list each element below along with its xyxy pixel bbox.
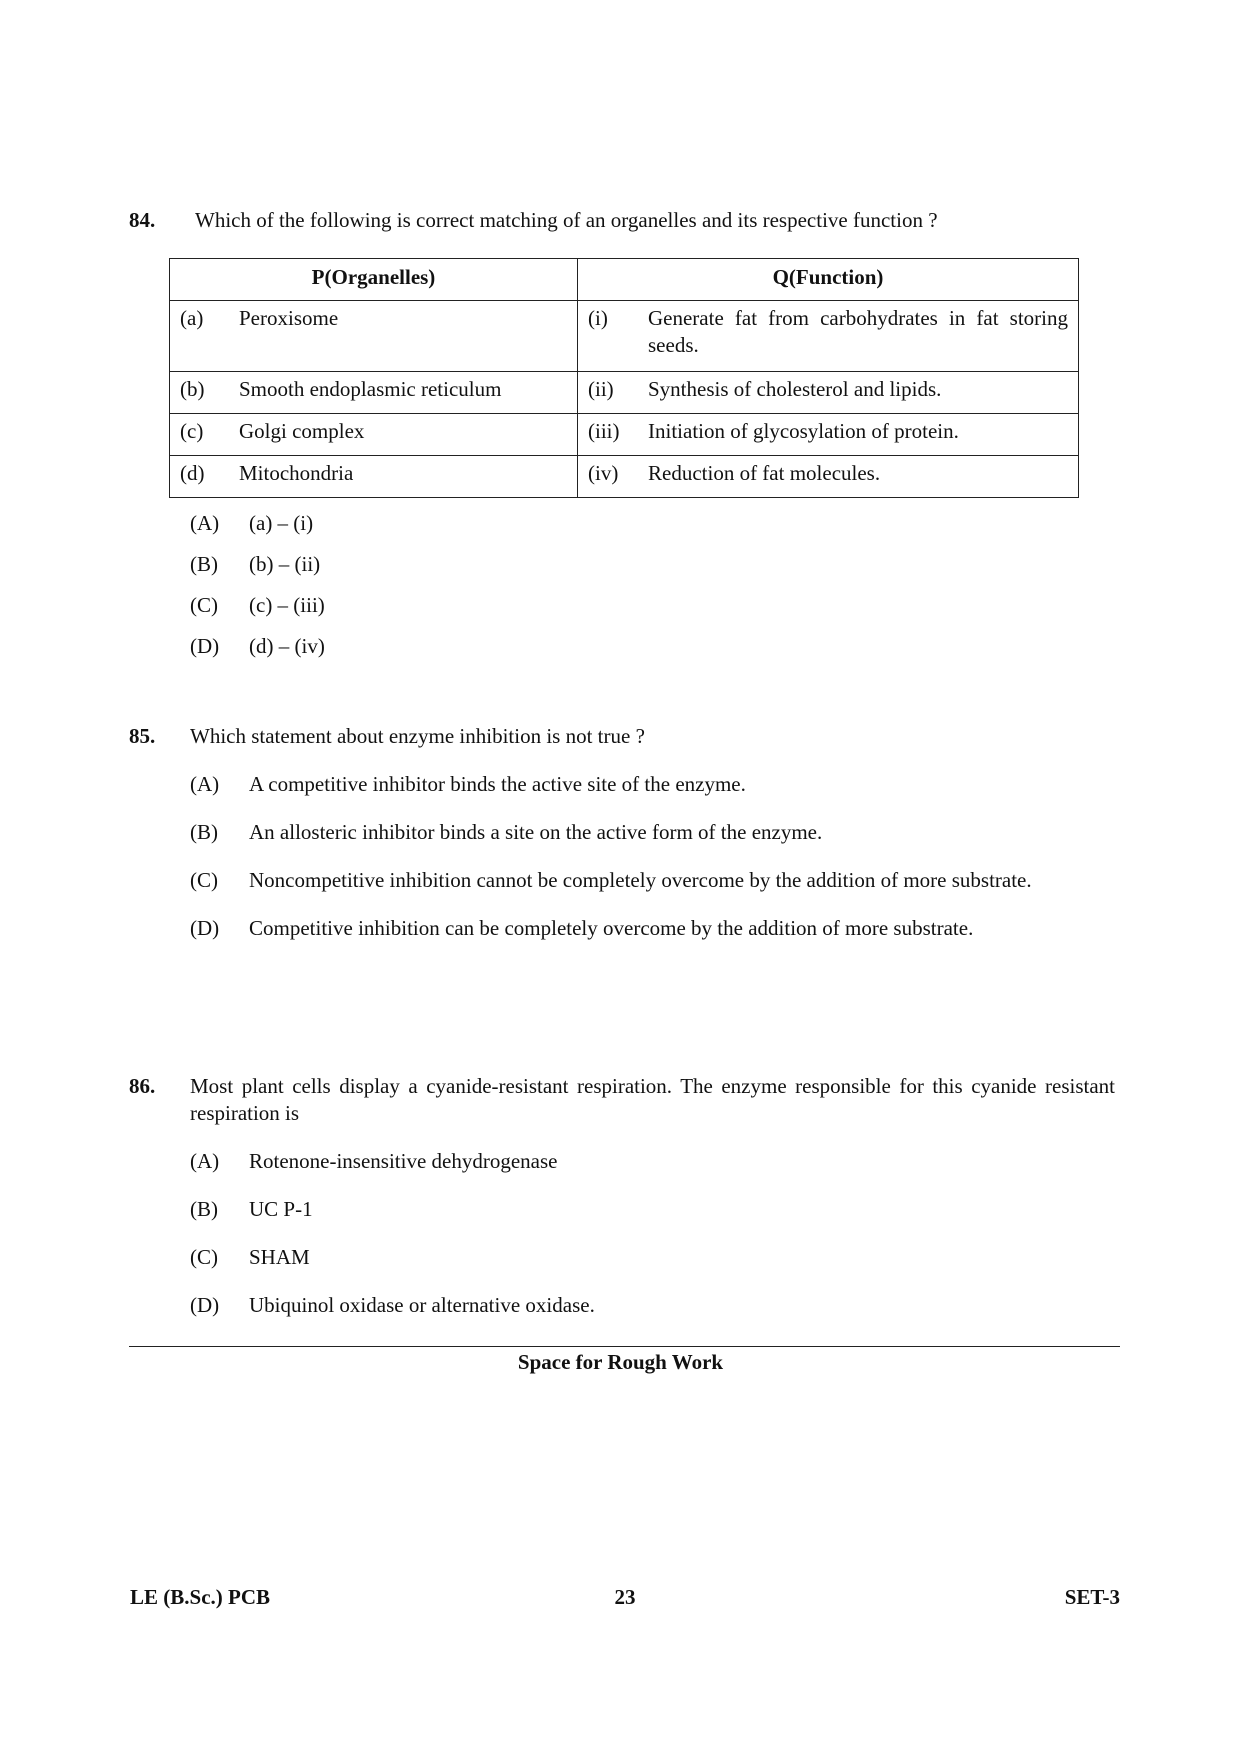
answer-option[interactable] xyxy=(190,633,1115,674)
option-text: (d) – (iv) xyxy=(249,634,325,658)
question-84-options xyxy=(129,510,1115,674)
option-text: A competitive inhibitor binds the active site of the enzyme. xyxy=(249,772,746,796)
question-text: Most plant cells display a cyanide-resistant respiration. The enzyme responsible for this cyanide resistant respiration is xyxy=(190,1074,1115,1125)
option-label: (D) xyxy=(190,916,220,940)
table-row xyxy=(170,456,1079,498)
page-number: 23 xyxy=(614,1585,636,1609)
question-85 xyxy=(129,723,1115,942)
answer-option[interactable] xyxy=(190,771,1115,798)
question-text: Which statement about enzyme inhibition is not true ? xyxy=(190,724,645,748)
function-text: Initiation of glycosylation of protein. xyxy=(648,419,959,443)
option-text: Ubiquinol oxidase or alternative oxidase. xyxy=(249,1293,595,1317)
answer-option[interactable] xyxy=(190,867,1115,894)
option-label: (B) xyxy=(190,820,218,844)
option-text: Noncompetitive inhibition cannot be completely overcome by the addition of more substrate. xyxy=(249,868,1032,892)
question-text: Which of the following is correct matching of an organelles and its respective function ? xyxy=(195,208,938,232)
organelle-name: Mitochondria xyxy=(239,461,354,485)
footer-set: SET-3 xyxy=(1064,1585,1120,1609)
question-number: 86. xyxy=(129,1074,156,1098)
option-label: (C) xyxy=(190,593,218,617)
option-text: Competitive inhibition can be completely overcome by the addition of more substrate. xyxy=(249,916,974,940)
rough-work-heading: Space for Rough Work xyxy=(517,1350,724,1374)
option-label: (D) xyxy=(190,1293,220,1317)
option-text: (c) – (iii) xyxy=(249,593,325,617)
answer-option[interactable] xyxy=(190,1244,1115,1271)
divider xyxy=(129,1346,1120,1347)
organelle-name: Smooth endoplasmic reticulum xyxy=(239,377,502,401)
option-label: (B) xyxy=(190,1197,218,1221)
option-text: (a) – (i) xyxy=(249,511,314,535)
function-text: Reduction of fat molecules. xyxy=(648,461,881,485)
option-label: (A) xyxy=(190,511,220,535)
option-text: Rotenone-insensitive dehydrogenase xyxy=(249,1149,558,1173)
question-number: 85. xyxy=(129,724,156,748)
answer-option[interactable] xyxy=(190,1196,1115,1223)
column-header-function: Q(Function) xyxy=(578,259,1079,301)
option-label: (C) xyxy=(190,1245,218,1269)
answer-option[interactable] xyxy=(190,592,1115,633)
question-header xyxy=(129,1073,1115,1127)
question-84 xyxy=(129,207,1115,234)
answer-option[interactable] xyxy=(190,819,1115,846)
column-header-organelles: P(Organelles) xyxy=(170,259,578,301)
table-row xyxy=(170,301,1079,372)
answer-option[interactable] xyxy=(190,915,1115,942)
function-text: Generate fat from carbohydrates in fat storing seeds. xyxy=(648,306,1068,357)
function-marker: (iv) xyxy=(588,461,619,485)
organelle-marker: (d) xyxy=(180,461,205,485)
organelle-marker: (c) xyxy=(180,419,204,443)
answer-option[interactable] xyxy=(190,551,1115,592)
table-row xyxy=(170,414,1079,456)
function-text: Synthesis of cholesterol and lipids. xyxy=(648,377,942,401)
answer-option[interactable] xyxy=(190,1292,1115,1319)
function-marker: (ii) xyxy=(588,377,614,401)
answer-option[interactable] xyxy=(190,510,1115,551)
footer-exam-code: LE (B.Sc.) PCB xyxy=(130,1585,271,1609)
option-label: (A) xyxy=(190,1149,220,1173)
option-label: (B) xyxy=(190,552,218,576)
function-marker: (iii) xyxy=(588,419,620,443)
option-label: (A) xyxy=(190,772,220,796)
question-86 xyxy=(129,1073,1115,1319)
question-header xyxy=(129,207,1115,234)
organelle-marker: (b) xyxy=(180,377,205,401)
option-text: SHAM xyxy=(249,1245,310,1269)
organelle-name: Peroxisome xyxy=(239,306,339,330)
option-label: (C) xyxy=(190,868,218,892)
option-text: UC P-1 xyxy=(249,1197,313,1221)
function-marker: (i) xyxy=(588,306,608,330)
question-header xyxy=(129,723,1115,750)
question-number: 84. xyxy=(129,208,156,232)
table-row xyxy=(170,372,1079,414)
option-text: An allosteric inhibitor binds a site on the active form of the enzyme. xyxy=(249,820,823,844)
organelle-name: Golgi complex xyxy=(239,419,365,443)
option-label: (D) xyxy=(190,634,220,658)
matching-table xyxy=(169,258,1079,498)
organelle-marker: (a) xyxy=(180,306,204,330)
option-text: (b) – (ii) xyxy=(249,552,321,576)
answer-option[interactable] xyxy=(190,1148,1115,1175)
